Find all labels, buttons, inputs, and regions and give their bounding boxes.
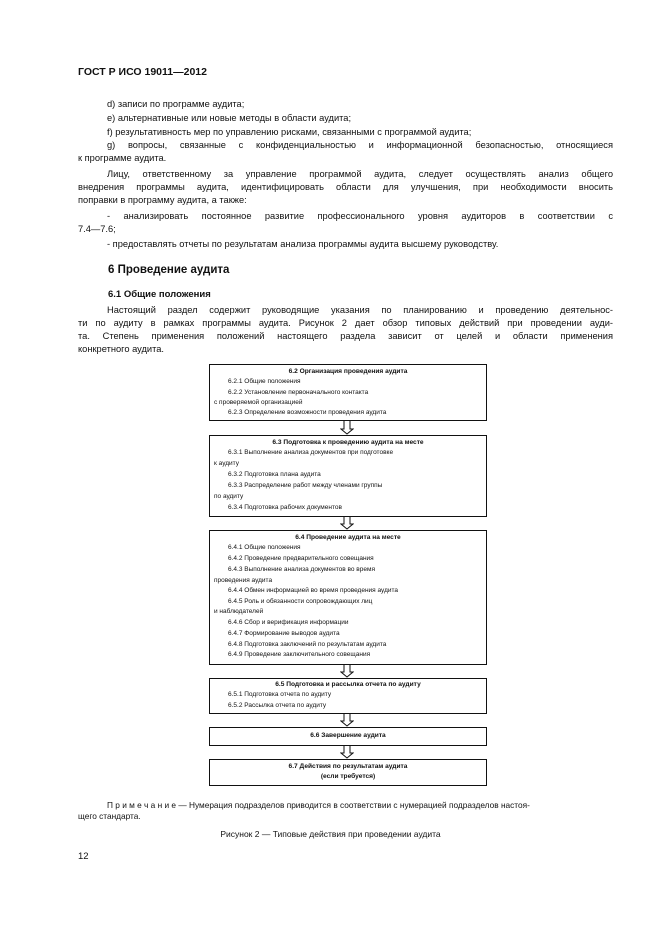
box-line: к аудиту [214, 460, 239, 467]
box-title: 6.3 Подготовка к проведению аудита на месте [272, 439, 424, 446]
box-line: 6.4.9 Проведение заключительного совещания [228, 651, 371, 658]
paragraph-line: конкретного аудита. [78, 344, 165, 354]
list-item-d: d) записи по программе аудита; [107, 99, 245, 109]
paragraph-line: ти по аудиту в рамках программы аудита. Рисунок 2 дает обзор типовых действий при проведении ауди- [78, 318, 613, 328]
box-line: 6.4.2 Проведение предварительного совещания [228, 555, 374, 562]
diagram-box-6-4 [209, 530, 487, 665]
flow-arrow [340, 714, 354, 727]
box-line: 6.4.1 Общие положения [228, 544, 301, 551]
box-line: 6.3.3 Распределение работ между членами группы [228, 482, 383, 489]
box-line: 6.4.4 Обмен информацией во время проведения аудита [228, 587, 399, 594]
box-line: 6.2.3 Определение возможности проведения аудита [228, 409, 387, 416]
diagram-box-6-6 [209, 727, 487, 746]
section-title: 6 Проведение аудита [108, 264, 230, 276]
box-line: 6.2.1 Общие положения [228, 378, 301, 385]
subsection-title: 6.1 Общие положения [108, 289, 211, 300]
diagram-box-6-7 [209, 759, 487, 786]
box-line: и наблюдателей [214, 608, 264, 615]
box-line: 6.4.3 Выполнение анализа документов во время [228, 566, 375, 573]
document-header: ГОСТ Р ИСО 19011—2012 [78, 66, 207, 78]
figure-note: П р и м е ч а н и е — Нумерация подразделов приводится в соответствии с нумерацией подразделов настоя- [107, 800, 530, 810]
figure-caption: Рисунок 2 — Типовые действия при проведении аудита [220, 829, 441, 839]
diagram-box-6-2 [209, 364, 487, 421]
box-line: 6.5.2 Рассылка отчета по аудиту [228, 702, 327, 709]
box-line: с проверяемой организацией [214, 399, 303, 406]
page-number: 12 [78, 851, 89, 862]
box-line: 6.3.1 Выполнение анализа документов при подготовке [228, 449, 394, 456]
paragraph-line: Настоящий раздел содержит руководящие указания по планированию и проведению деятельнос- [107, 305, 613, 315]
box-title: 6.4 Проведение аудита на месте [295, 534, 401, 541]
figure-note-cont: щего стандарта. [78, 811, 141, 821]
box-line: 6.2.2 Установление первоначального контакта [228, 389, 369, 396]
flow-arrow [340, 517, 354, 530]
flow-arrow [340, 421, 354, 435]
box-line: 6.3.2 Подготовка плана аудита [228, 471, 321, 478]
box-line: 6.4.5 Роль и обязанности сопровождающих лиц [228, 598, 373, 605]
box-title: 6.6 Завершение аудита [310, 732, 386, 739]
paragraph-line: Лицу, ответственному за управление программой аудита, следует осуществлять анализ общего [107, 169, 613, 179]
box-line: 6.4.8 Подготовка заключений по результатам аудита [228, 641, 387, 648]
list-item-f: f) результативность мер по управлению рисками, связанными с программой аудита; [107, 127, 472, 137]
box-title: 6.7 Действия по результатам аудита [288, 763, 408, 770]
dash-item: - предоставлять отчеты по результатам анализа программы аудита высшему руководству. [107, 239, 499, 249]
list-item-e: e) альтернативные или новые методы в области аудита; [107, 113, 352, 123]
box-line: 6.3.4 Подготовка рабочих документов [228, 504, 342, 511]
flow-arrow [340, 665, 354, 678]
box-line: проведения аудита [214, 577, 273, 584]
list-item-g-cont: к программе аудита. [78, 153, 167, 163]
box-title: 6.2 Организация проведения аудита [288, 368, 408, 375]
dash-item-cont: 7.4—7.6; [78, 224, 116, 234]
box-line: 6.4.7 Формирование выводов аудита [228, 630, 340, 637]
dash-item: - анализировать постоянное развитие профессионального уровня аудиторов в соответствии с [107, 211, 613, 221]
list-item-g: g) вопросы, связанные с конфиденциальностью и информационной безопасностью, относящиеся [107, 140, 613, 150]
box-title: 6.5 Подготовка и рассылка отчета по аудиту [275, 681, 421, 688]
box-line: по аудиту [214, 493, 244, 500]
diagram-box-6-3 [209, 435, 487, 517]
box-line: 6.4.6 Сбор и верификация информации [228, 619, 349, 626]
box-line: 6.5.1 Подготовка отчета по аудиту [228, 691, 332, 698]
diagram-box-6-5 [209, 678, 487, 714]
paragraph-line: внедрения программы аудита, идентифицировать области для улучшения, при необходимости вносить [78, 182, 613, 192]
paragraph-line: поправки в программу аудита, а также: [78, 195, 247, 205]
paragraph-line: та. Степень применения положений настоящего раздела зависит от целей и области применения [78, 331, 613, 341]
box-title: (если требуется) [320, 773, 376, 780]
flow-arrow [340, 746, 354, 759]
